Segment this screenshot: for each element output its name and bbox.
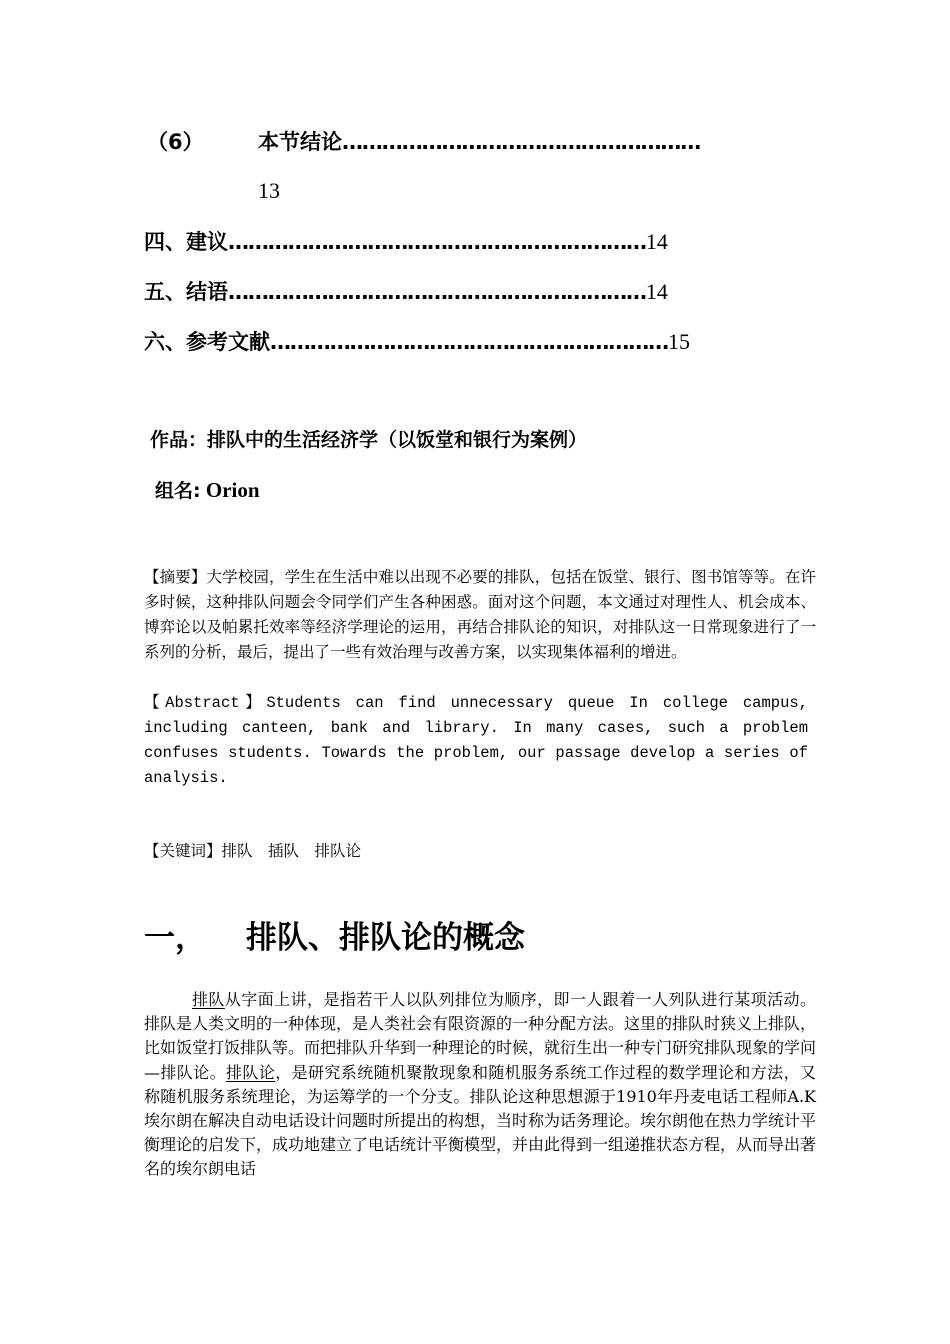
toc-item-6-dots: ………………………………………………: [342, 130, 701, 154]
toc-item-6-label: 本节结论: [258, 130, 342, 154]
section-1-body: [144, 988, 816, 1182]
toc-item-references[interactable]: [144, 328, 690, 356]
section-1-heading: 排队、排队论的概念: [246, 920, 525, 956]
toc-item-5-label: 五、结语: [144, 280, 228, 304]
group-label: 组名:: [155, 480, 201, 502]
keywords-text: 排队 插队 排队论: [221, 842, 362, 860]
work-title: 作品：排队中的生活经济学（以饭堂和银行为案例）: [150, 429, 588, 451]
body-part-2: ，是研究系统随机聚散现象和随机服务系统工作过程的数学理论和方法，又称随机服务系统理论，为运筹学的一个分支。排队论这种思想源于1910年丹麦电话工程师A.K埃尔朗在解决自动电话设计问题时所提出的构想，当时称为话务理论。埃尔朗他在热力学统计平衡理论的启发下，成功地建立了电话统计平衡模型，并由此得到一组递推状态方程，从而导出著名的埃尔朗电话: [144, 1062, 817, 1179]
abstract-en-label-open: 【: [144, 693, 166, 711]
term-queue: 排队: [192, 990, 225, 1009]
toc-item-5-dots: ………………………………………………………: [228, 280, 646, 304]
toc-item-4[interactable]: [144, 228, 668, 256]
abstract-cn-label: 【摘要】: [144, 568, 207, 586]
toc-item-5[interactable]: [144, 278, 668, 306]
toc-item-6-entry[interactable]: [258, 128, 700, 156]
abstract-cn-text: 大学校园，学生在生活中难以出现不必要的排队，包括在饭堂、银行、图书馆等等。在许多时候，这种排队问题会令同学们产生各种困惑。面对这个问题，本文通过对理性人、机会成本、博弈论以及帕累托效率等经济学理论的运用，再结合排队论的知识，对排队这一日常现象进行了一系列的分析，最后，提出了一些有效治理与改善方案，以实现集体福利的增进。: [144, 568, 816, 661]
group-name-line: [155, 477, 260, 504]
abstract-en-text: Students can find unnecessary queue In college campus, including canteen, bank and library. In many cases, such a problem confuses students. Towards the problem, our passage develop a series of analysis.: [144, 694, 808, 787]
toc-item-6[interactable]: [147, 128, 204, 156]
toc-item-references-dots: ……………………………………………………: [270, 330, 669, 354]
toc-item-4-label: 四、建议: [144, 230, 228, 254]
abstract-en-label-close: 】: [239, 693, 267, 711]
keywords-label: 【关键词】: [144, 842, 222, 860]
section-1-number: 一，: [144, 920, 206, 956]
toc-item-references-page: 15: [668, 329, 691, 354]
toc-item-6-number: （6）: [147, 130, 204, 154]
abstract-en: [144, 690, 808, 791]
toc-item-6-page: 13: [258, 178, 280, 203]
body-part-1: 从字面上讲，是指若干人以队列排位为顺序，即一人跟着一人列队进行某项活动。排队是人类文明的一种体现，是人类社会有限资源的一种分配方法。这里的排队时狭义上排队，比如饭堂打饭排队等。而把排队升华到一种理论的时候，就衍生出一种专门研究排队现象的学问—排队论。: [144, 990, 817, 1082]
toc-item-references-label: 六、参考文献: [144, 330, 270, 354]
toc-item-4-dots: ………………………………………………………: [228, 230, 646, 254]
group-name: Orion: [200, 478, 260, 502]
abstract-cn: [144, 565, 816, 665]
keywords: [144, 839, 361, 864]
toc-item-5-page: 14: [645, 279, 668, 304]
toc-item-4-page: 14: [645, 229, 668, 254]
term-queueing-theory: 排队论: [226, 1062, 276, 1082]
abstract-en-label: Abstract: [165, 694, 240, 712]
